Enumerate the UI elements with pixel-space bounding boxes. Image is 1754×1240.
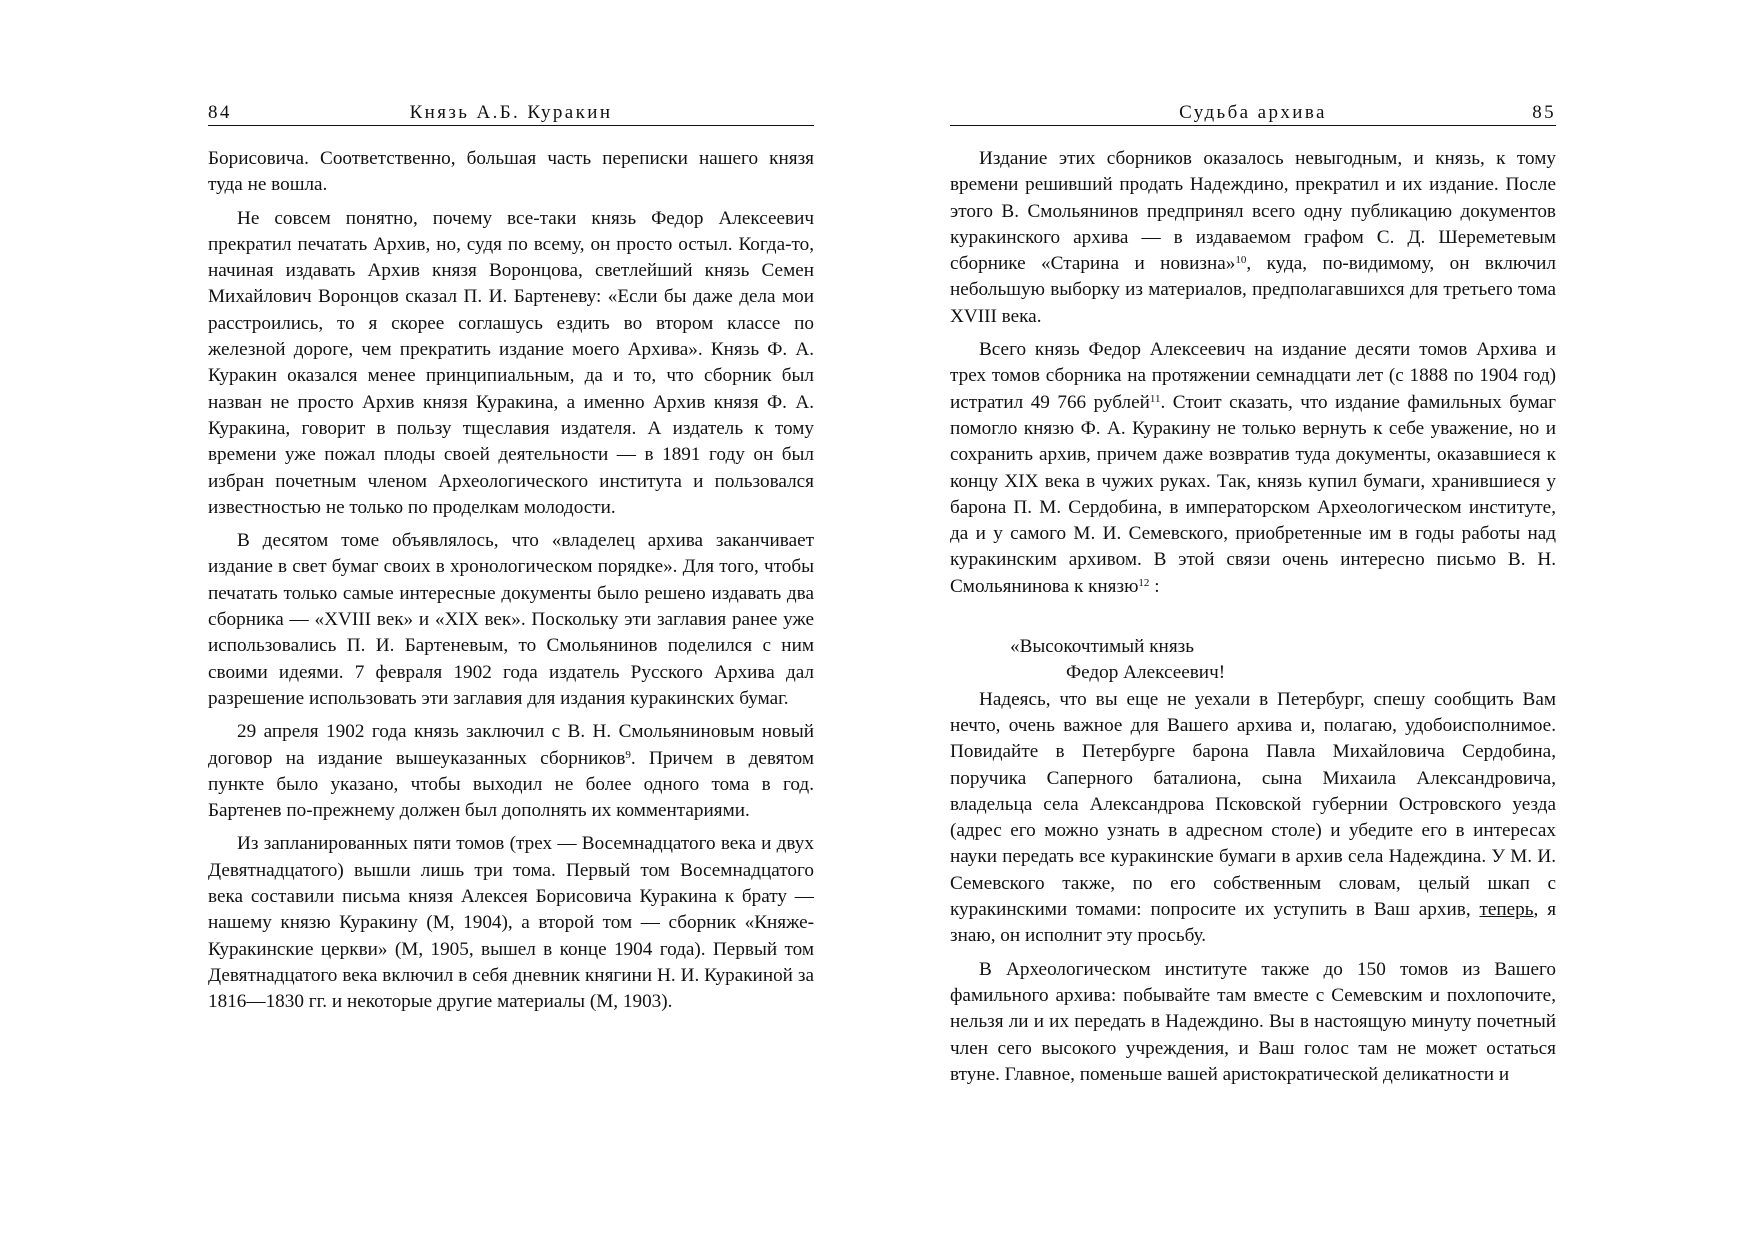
paragraph-text: . Причем в девятом пункте было указано, чтобы выходил не более одного тома в год. Бартенев по-прежнему должен был дополнять их комментариями. [208,747,814,822]
salutation-line: «Высокочтимый князь [1010,636,1194,658]
running-title: Князь А.Б. Куракин [409,102,613,123]
paragraph-text: , я знаю, он исполнит эту просьбу. [950,899,1557,947]
letter-paragraph [950,687,1556,950]
running-head [950,101,1556,126]
footnote-ref: 9 [625,748,631,761]
underlined-word: теперь [1479,899,1534,921]
running-head [208,101,814,126]
page-body [208,146,814,1016]
paragraph-text: Всего князь Федор Алексеевич на издание десяти томов Архива и трех томов сборника на протяжении семнадцати лет (с 1888 по 1904 год) истратил 49 766 рублей [950,339,1556,413]
paragraph-text: Издание этих сборников оказалось невыгодным, и князь, к тому времени решивший продать Надеждино, прекратил и их издание. После этого В. Смольянинов предпринял всего одну публикацию документов куракинского архива — в издаваемом графом С. Д. Шереметевым сборнике «Старина и новизна» [950,148,1556,275]
paragraph-text: . Стоит сказать, что издание фамильных бумаг помогло князю Ф. А. Куракину не только вернуть к себе уважение, но и сохранить архив, причем даже возвратив туда документы, оказавшиеся к концу XIX века в чужих руках. Так, князь купил бумаги, хранившиеся у барона П. М. Сердобина, в императорском Археологическом институте, да и у самого М. И. Семевского, приобретенные им в годы работы над куракинским архивом. В этой связи очень интересно письмо В. Н. Смольянинова к князю [950,391,1556,597]
paragraph-text: , куда, по-видимому, он включил небольшую выборку из материалов, предполагавшихся для третьего тома XVIII века. [950,253,1556,327]
footnote-ref: 12 [1138,576,1150,589]
footnote-ref: 10 [1235,254,1247,267]
left-page [208,101,814,1016]
letter-salutation [1010,634,1556,687]
paragraph: Борисовича. Соответственно, большая часть переписки нашего князя туда не вошла. [208,148,814,196]
paragraph: Не совсем понятно, почему все-таки князь Федор Алексеевич прекратил печатать Архив, но, судя по всему, он просто остыл. Когда-то, начиная издавать Архив князя Воронцова, светлейший князь Семен Михайлович Воронцов сказал П. И. Бартеневу: «Если бы даже дела мои расстроились, то я скорее соглашусь ездить во втором классе по железной дороге, чем прекратить издание моего Архива». Князь Ф. А. Куракин оказался менее принципиальным, да и то, что сборник был назван не просто Архив князя Куракина, а именно Архив князя Ф. А. Куракина, говорит в пользу тщеславия издателя. А издатель к тому времени уже пожал плоды своей деятельности — в 1891 году он был избран почетным членом Археологического института и пользовался известностью не только по проделкам молодости. [208,207,814,518]
salutation-line: Федор Алексеевич! [1066,662,1226,684]
paragraph: Из запланированных пяти томов (трех — Восемнадцатого века и двух Девятнадцатого) вышли лишь три тома. Первый том Восемнадцатого века составили письма князя Алексея Борисовича Куракина к брату — нашему князю Куракину (М, 1904), а второй том — сборник «Княже-Куракинские церкви» (М, 1905, вышел в конце 1904 года). Первый том Девятнадцатого века включил в себя дневник княгини Н. И. Куракиной за 1816—1830 гг. и некоторые другие материалы (М, 1903). [208,833,814,1013]
right-page [950,101,1556,1088]
letter-paragraph: В Археологическом институте также до 150 томов из Вашего фамильного архива: побывайте там вместе с Семевским и похлопочите, нельзя ли и их передать в Надеждино. Вы в настоящую минуту почетный член сего высокого учреждения, и Ваш голос там не может остаться втуне. Главное, поменьше вашей аристократической деликатности и [950,958,1556,1085]
footnote-ref: 11 [1149,392,1161,405]
page-number: 84 [208,102,232,123]
page-number: 85 [1532,102,1556,123]
page-body [950,146,1556,1088]
paragraph [950,337,1556,600]
paragraph [950,146,1556,330]
paragraph-text: : [1149,575,1160,597]
paragraph [208,719,814,824]
paragraph-text: Надеясь, что вы еще не уехали в Петербург, спешу сообщить Вам нечто, очень важное для Вашего архива и, полагаю, удобоисполнимое. Повидайте в Петербурге барона Павла Михайловича Сердобина, поручика Саперного баталиона, сына Михаила Александровича, владельца села Александрова Псковской губернии Островского уезда (адрес его можно узнать в адресном столе) и убедите его в интересах науки передать все куракинские бумаги в архив села Надеждина. У М. И. Семевского также, по его собственным словам, целый шкап с куракинскими томами: попросите их уступить в Ваш архив, [950,688,1556,921]
paragraph: В десятом томе объявлялось, что «владелец архива заканчивает издание в свет бумаг своих в хронологическом порядке». Для того, чтобы печатать только самые интересные документы было решено издавать два сборника — «XVIII век» и «XIX век». Поскольку эти заглавия ранее уже использовались П. И. Бартеневым, то Смольянинов поделился с ним своими идеями. 7 февраля 1902 года издатель Русского Архива дал разрешение использовать эти заглавия для издания куракинских бумаг. [208,530,814,709]
paragraph-text: 29 апреля 1902 года князь заключил с В. Н. Смольяниновым новый договор на издание вышеуказанных сборников [208,721,814,769]
running-title: Судьба архива [1179,102,1327,123]
